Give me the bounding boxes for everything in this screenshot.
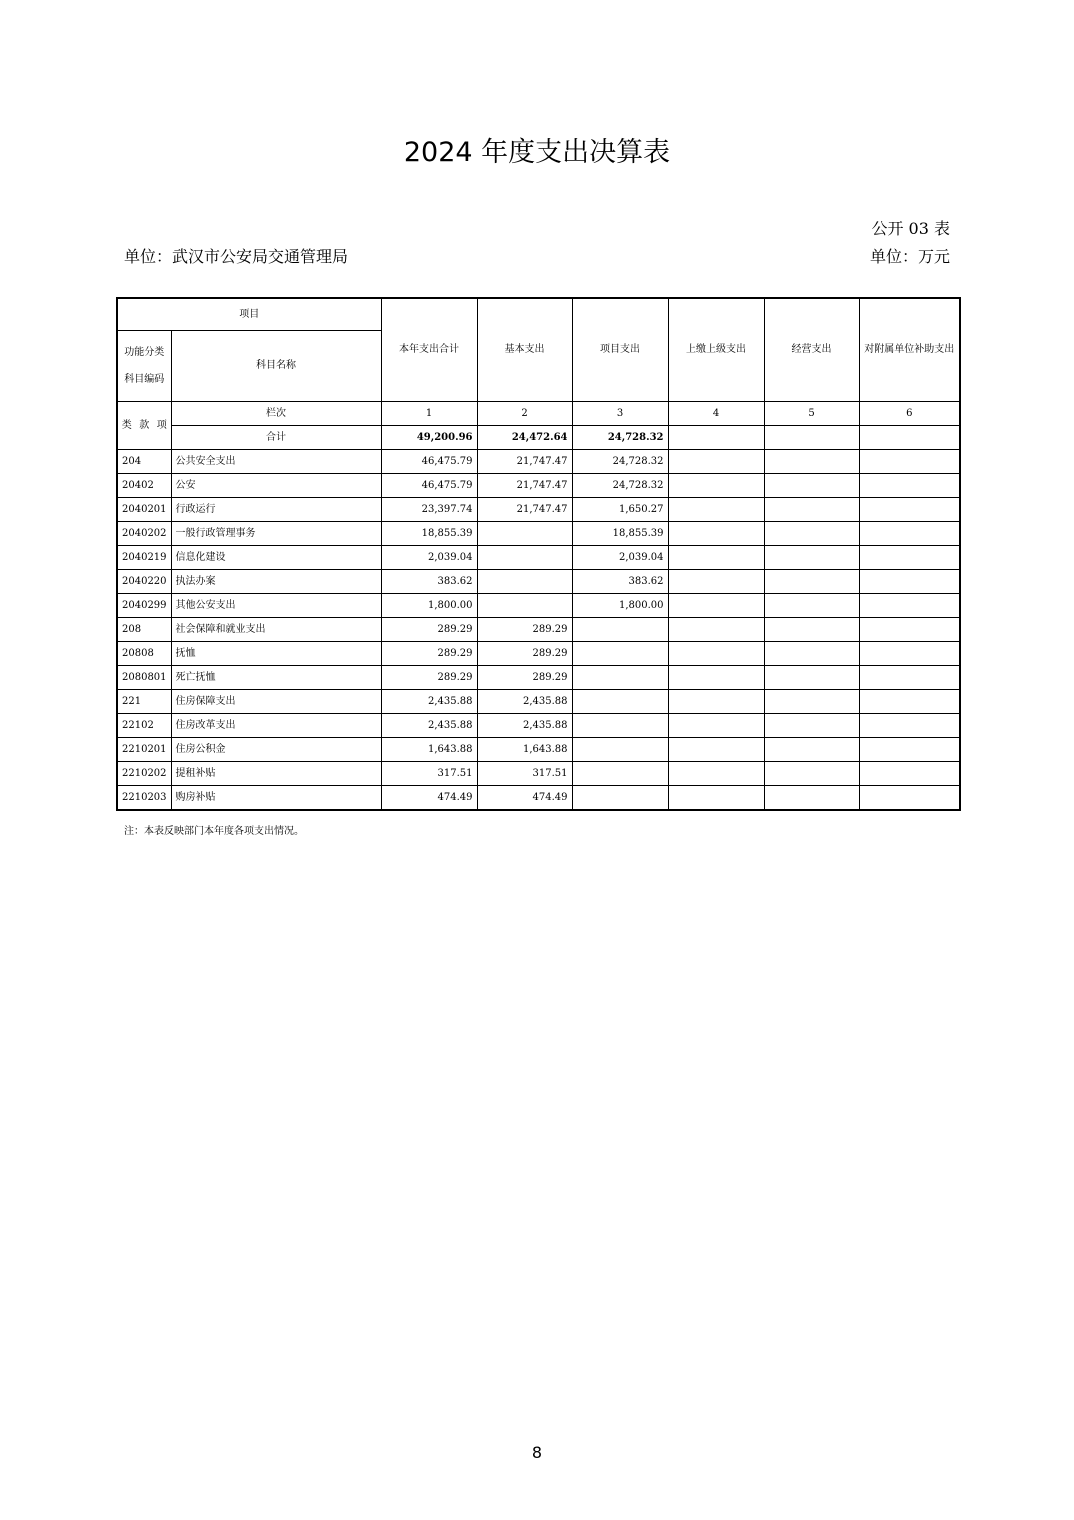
subject-name: 住房改革支出 <box>171 714 381 738</box>
col-num-1: 1 <box>381 402 477 426</box>
amount-cell <box>668 666 764 690</box>
amount-cell <box>668 474 764 498</box>
amount-cell <box>572 786 668 811</box>
col-header-basic: 基本支出 <box>477 298 572 402</box>
amount-cell <box>668 618 764 642</box>
amount-cell <box>764 666 859 690</box>
amount-cell <box>668 498 764 522</box>
subject-code: 2210202 <box>117 762 171 786</box>
amount-cell <box>668 762 764 786</box>
amount-cell: 23,397.74 <box>381 498 477 522</box>
amount-cell <box>859 546 960 570</box>
amount-cell: 2,435.88 <box>477 690 572 714</box>
form-number: 公开 03 表 <box>871 219 950 238</box>
table-row <box>117 498 960 522</box>
amount-cell <box>859 594 960 618</box>
amount-cell <box>764 522 859 546</box>
col-num-5: 5 <box>764 402 859 426</box>
table-row <box>117 594 960 618</box>
amount-cell: 289.29 <box>381 618 477 642</box>
col-header-total: 本年支出合计 <box>381 298 477 402</box>
subject-code: 2210201 <box>117 738 171 762</box>
amount-cell: 18,855.39 <box>381 522 477 546</box>
lei-label: 类 <box>121 419 132 431</box>
amount-cell: 46,475.79 <box>381 474 477 498</box>
total-value <box>668 426 764 450</box>
amount-cell <box>859 498 960 522</box>
subject-code: 2040299 <box>117 594 171 618</box>
amount-cell <box>859 690 960 714</box>
amount-cell: 383.62 <box>572 570 668 594</box>
subject-name: 购房补贴 <box>171 786 381 811</box>
func-code-header: 功能分类科目编码 <box>117 331 171 402</box>
amount-cell: 1,643.88 <box>381 738 477 762</box>
amount-cell: 18,855.39 <box>572 522 668 546</box>
table-row <box>117 522 960 546</box>
subject-code: 20402 <box>117 474 171 498</box>
amount-cell: 21,747.47 <box>477 474 572 498</box>
subject-name: 提租补贴 <box>171 762 381 786</box>
amount-cell <box>764 450 859 474</box>
col-header-remit: 上缴上级支出 <box>668 298 764 402</box>
reporting-unit: 单位：武汉市公安局交通管理局 <box>124 247 349 266</box>
table-row <box>117 738 960 762</box>
col-header-project: 项目支出 <box>572 298 668 402</box>
amount-cell <box>572 666 668 690</box>
subject-code: 22102 <box>117 714 171 738</box>
amount-cell: 24,728.32 <box>572 474 668 498</box>
subject-code: 204 <box>117 450 171 474</box>
amount-cell: 1,650.27 <box>572 498 668 522</box>
subject-code: 208 <box>117 618 171 642</box>
subject-name: 社会保障和就业支出 <box>171 618 381 642</box>
amount-cell <box>477 522 572 546</box>
total-label: 合计 <box>171 426 381 450</box>
kuan-label: 款 <box>139 419 150 431</box>
total-value: 24,728.32 <box>572 426 668 450</box>
amount-cell <box>764 738 859 762</box>
amount-cell <box>477 570 572 594</box>
subject-code: 2040220 <box>117 570 171 594</box>
table-note: 注：本表反映部门本年度各项支出情况。 <box>124 826 304 837</box>
subject-name: 抚恤 <box>171 642 381 666</box>
amount-cell <box>668 570 764 594</box>
amount-cell: 1,800.00 <box>572 594 668 618</box>
amount-cell: 289.29 <box>381 666 477 690</box>
table-row <box>117 474 960 498</box>
expenditure-table <box>116 297 961 811</box>
amount-cell: 2,039.04 <box>381 546 477 570</box>
amount-cell <box>477 594 572 618</box>
subject-name: 其他公安支出 <box>171 594 381 618</box>
subject-code: 221 <box>117 690 171 714</box>
amount-cell <box>764 474 859 498</box>
amount-cell: 383.62 <box>381 570 477 594</box>
col-num-4: 4 <box>668 402 764 426</box>
amount-cell: 2,435.88 <box>381 690 477 714</box>
subject-code: 20808 <box>117 642 171 666</box>
subject-name-header: 科目名称 <box>171 331 381 402</box>
xiang-label: 项 <box>156 419 167 431</box>
amount-cell <box>764 498 859 522</box>
amount-cell: 474.49 <box>477 786 572 811</box>
amount-cell <box>668 594 764 618</box>
table-row <box>117 642 960 666</box>
page-title: 2024 年度支出决算表 <box>403 137 671 168</box>
amount-cell <box>764 762 859 786</box>
amount-cell <box>668 522 764 546</box>
subject-name: 公共安全支出 <box>171 450 381 474</box>
amount-cell: 289.29 <box>477 618 572 642</box>
amount-cell: 289.29 <box>381 642 477 666</box>
amount-cell <box>668 786 764 811</box>
total-row <box>117 426 960 450</box>
amount-cell <box>572 714 668 738</box>
subject-name: 住房保障支出 <box>171 690 381 714</box>
amount-cell <box>859 738 960 762</box>
col-num-2: 2 <box>477 402 572 426</box>
amount-cell <box>859 762 960 786</box>
amount-cell: 289.29 <box>477 642 572 666</box>
amount-cell: 1,800.00 <box>381 594 477 618</box>
total-value <box>764 426 859 450</box>
amount-cell <box>764 714 859 738</box>
column-label: 栏次 <box>171 402 381 426</box>
amount-cell <box>764 690 859 714</box>
table-row <box>117 450 960 474</box>
subject-code: 2040201 <box>117 498 171 522</box>
amount-cell: 24,728.32 <box>572 450 668 474</box>
amount-cell: 2,039.04 <box>572 546 668 570</box>
subject-name: 公安 <box>171 474 381 498</box>
amount-cell <box>572 618 668 642</box>
amount-cell: 2,435.88 <box>477 714 572 738</box>
subject-name: 行政运行 <box>171 498 381 522</box>
table-row <box>117 546 960 570</box>
amount-cell <box>859 450 960 474</box>
subject-code: 2210203 <box>117 786 171 811</box>
col-num-3: 3 <box>572 402 668 426</box>
amount-cell <box>572 642 668 666</box>
currency-unit: 单位：万元 <box>869 247 950 266</box>
amount-cell <box>572 690 668 714</box>
amount-cell <box>764 546 859 570</box>
amount-cell: 21,747.47 <box>477 450 572 474</box>
subject-name: 一般行政管理事务 <box>171 522 381 546</box>
subject-name: 信息化建设 <box>171 546 381 570</box>
table-row <box>117 570 960 594</box>
page-number: 8 <box>531 1443 543 1462</box>
amount-cell <box>859 522 960 546</box>
total-value: 24,472.64 <box>477 426 572 450</box>
amount-cell <box>764 594 859 618</box>
amount-cell <box>859 618 960 642</box>
table-row <box>117 690 960 714</box>
project-header: 项目 <box>117 298 381 331</box>
amount-cell <box>668 450 764 474</box>
amount-cell <box>859 666 960 690</box>
subject-code: 2080801 <box>117 666 171 690</box>
amount-cell <box>764 618 859 642</box>
amount-cell <box>764 570 859 594</box>
amount-cell: 289.29 <box>477 666 572 690</box>
total-value <box>859 426 960 450</box>
amount-cell: 46,475.79 <box>381 450 477 474</box>
subject-code: 2040219 <box>117 546 171 570</box>
amount-cell <box>668 546 764 570</box>
amount-cell <box>668 714 764 738</box>
amount-cell <box>764 642 859 666</box>
amount-cell: 21,747.47 <box>477 498 572 522</box>
amount-cell <box>859 714 960 738</box>
amount-cell <box>859 642 960 666</box>
subject-name: 执法办案 <box>171 570 381 594</box>
table-row <box>117 666 960 690</box>
amount-cell <box>477 546 572 570</box>
table-row <box>117 714 960 738</box>
table-row <box>117 618 960 642</box>
amount-cell: 317.51 <box>477 762 572 786</box>
amount-cell <box>668 642 764 666</box>
amount-cell <box>859 474 960 498</box>
subject-name: 住房公积金 <box>171 738 381 762</box>
table-row <box>117 762 960 786</box>
classification-header <box>117 402 171 450</box>
subject-name: 死亡抚恤 <box>171 666 381 690</box>
amount-cell: 2,435.88 <box>381 714 477 738</box>
col-header-operating: 经营支出 <box>764 298 859 402</box>
amount-cell <box>572 738 668 762</box>
col-header-subsidy: 对附属单位补助支出 <box>859 298 960 402</box>
total-value: 49,200.96 <box>381 426 477 450</box>
amount-cell <box>572 762 668 786</box>
amount-cell <box>764 786 859 811</box>
amount-cell: 317.51 <box>381 762 477 786</box>
amount-cell <box>668 738 764 762</box>
table-row <box>117 786 960 811</box>
amount-cell: 474.49 <box>381 786 477 811</box>
subject-code: 2040202 <box>117 522 171 546</box>
amount-cell: 1,643.88 <box>477 738 572 762</box>
col-num-6: 6 <box>859 402 960 426</box>
amount-cell <box>859 786 960 811</box>
amount-cell <box>668 690 764 714</box>
amount-cell <box>859 570 960 594</box>
